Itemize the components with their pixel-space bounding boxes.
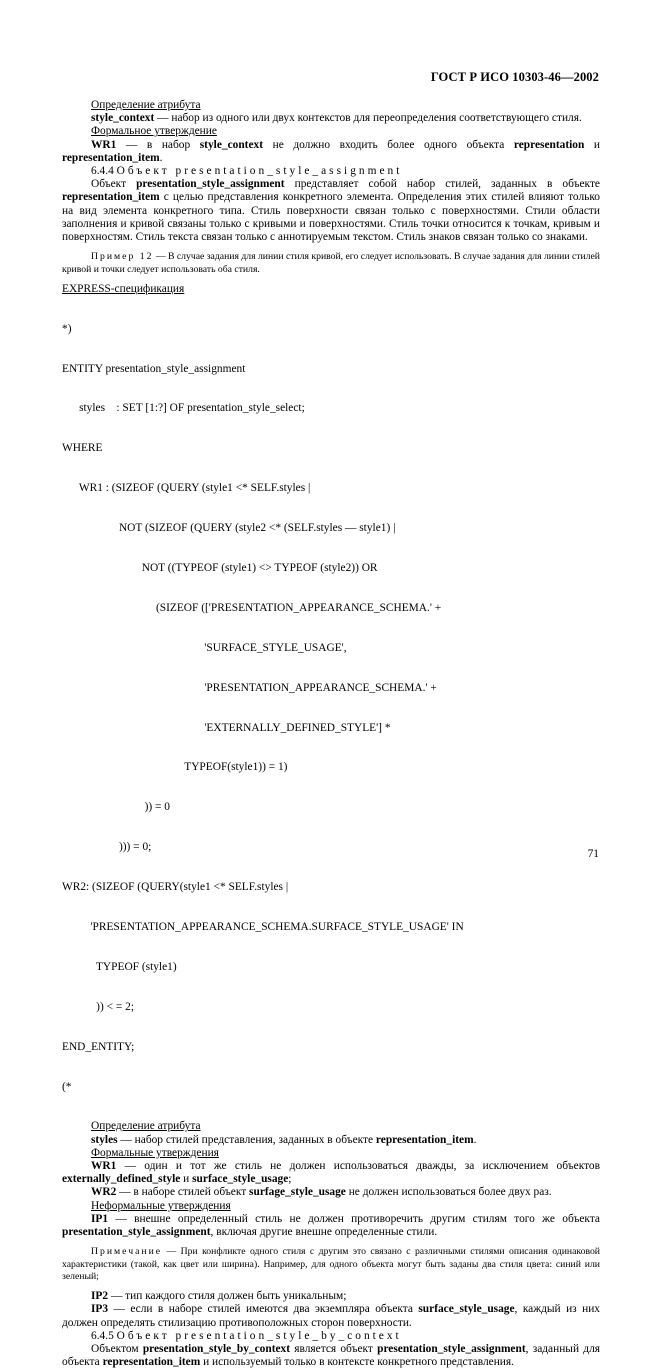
wr1-rule-2: WR1 — один и тот же стиль не должен использоваться дважды, за исключением объектов externally_defined_style и surface_style_usage; [62,1160,600,1186]
section-6-4-5-title: 6.4.5 Объект presentation_style_by_context [91,1329,402,1342]
code-line: TYPEOF (style1) [62,960,177,973]
code-line: ENTITY presentation_style_assignment [62,362,246,375]
example-12: Пример 12 — В случае задания для линии стиля кривой, его следует использовать. В случае задания для линии стилей кривой и точки следует использовать оба стиля. [62,251,600,275]
code-line: (SIZEOF (['PRESENTATION_APPEARANCE_SCHEMA.' + [62,601,442,614]
code-line: TYPEOF(style1)) = 1) [62,761,288,774]
code-line: ))) = 0; [62,841,152,854]
attribute-definition-heading-2: Определение атрибута [91,1120,201,1133]
code-line: NOT (SIZEOF (QUERY (style2 <* (SELF.styles — style1) | [62,522,396,535]
code-line: WR1 : (SIZEOF (QUERY (style1 <* SELF.styles | [62,482,311,495]
wr1-rule: WR1 — в набор style_context не должно входить более одного объекта representation и representation_item. [62,138,601,164]
code-line: )) < = 2; [62,1000,135,1013]
ip3-rule: IP3 — если в наборе стилей имеются два экземпляра объекта surface_style_usage, каждый из них должен определять стилизацию противоположных сторон поверхности. [62,1303,600,1329]
section-6-4-5-paragraph: Объектом presentation_style_by_context является объект presentation_style_assignment, заданный для объекта representation_item и используемый только в контексте конкретного представления. [62,1342,600,1369]
ip1-rule: IP1 — внешне определенный стиль не должен противоречить другим стилям того же объекта presentation_style_assignment, включая другие внешне определенные стили. [62,1212,600,1239]
document-header: ГОСТ Р ИСО 10303-46—2002 [430,70,599,84]
code-line: NOT ((TYPEOF (style1) <> TYPEOF (style2)) OR [62,561,378,574]
section-6-4-4-paragraph: Объект presentation_style_assignment представляет собой набор стилей, заданных в объекте representation_item с целью представления конкретного элемента. Определения этих стилей влияют только на вид элемента конкретного типа. Стиль поверхности связан только с поверхностями. Стили области заполнения и кривой связаны только с кривыми и поверхностями. Стиль точки относится к точкам, кривым и поверхностям. Стиль текста связан только с аннотируемым текстом. Стиль знаков связан только со знаками. [62,178,600,244]
ip2-rule: IP2 — тип каждого стиля должен быть уникальным; [91,1290,347,1303]
style-context-definition: style_context — набор из одного или двух контекстов для переопределения соответствующего стиля. [91,112,582,125]
express-code [62,296,600,1120]
formal-rule-heading: Формальное утверждение [91,125,217,138]
code-line: 'PRESENTATION_APPEARANCE_SCHEMA.' + [62,681,437,694]
page-content [62,99,600,1369]
styles-definition: styles — набор стилей представления, заданных в объекте representation_item. [91,1133,477,1146]
formal-rules-heading: Формальные утверждения [91,1146,219,1159]
code-line: WHERE [62,442,103,455]
wr2-rule: WR2 — в наборе стилей объект surfage_style_usage не должен использоваться более двух раз. [91,1186,552,1199]
informal-rules-heading: Неформальные утверждения [91,1199,231,1212]
code-line: 'EXTERNALLY_DEFINED_STYLE'] * [62,721,391,734]
code-line: *) [62,322,72,335]
note: Примечание — При конфликте одного стиля с другим это связано с различными стилями описания одинаковой характеристики (такой, как цвет или ширина). Например, для одного объекта могут быть заданы два стиля цвета: синий или зеленый; [62,1246,600,1282]
page-number: 71 [587,848,599,860]
code-line: (* [62,1080,72,1093]
code-line: )) = 0 [62,801,170,814]
code-line: 'PRESENTATION_APPEARANCE_SCHEMA.SURFACE_STYLE_USAGE' IN [62,920,464,933]
code-line: 'SURFACE_STYLE_USAGE', [62,641,347,654]
section-6-4-4-title: 6.4.4 Объект presentation_style_assignment [91,165,403,178]
attribute-definition-heading: Определение атрибута [91,99,201,111]
code-line: styles : SET [1:?] OF presentation_style_select; [62,402,305,415]
code-line: END_ENTITY; [62,1040,135,1053]
code-line: WR2: (SIZEOF (QUERY(style1 <* SELF.styles | [62,881,289,894]
express-heading: EXPRESS-спецификация [62,282,185,295]
